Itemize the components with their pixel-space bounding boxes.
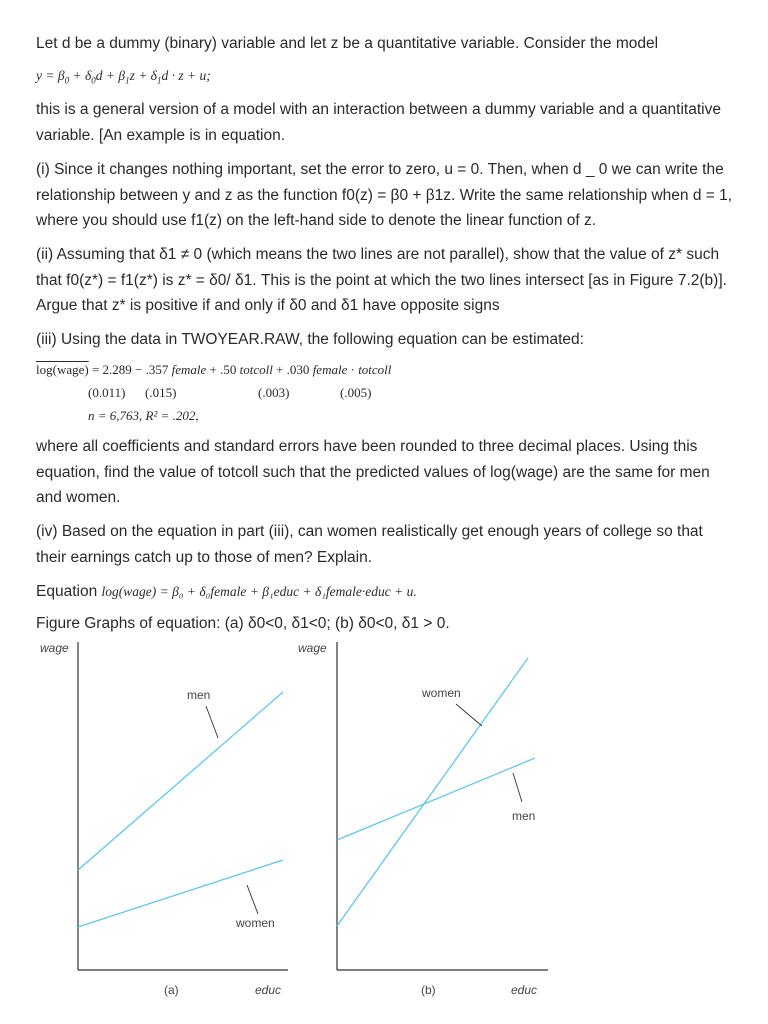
part-i-text: (i) Since it changes nothing important, set the error to zero, u = 0. Then, when d _ 0 we can write the relationship between y and z as the function f0(z) = β0 + β1z. Write the same relationship when d = 1, where you should use f1(z) on the left-hand side to denote the linear function of z. — [36, 161, 733, 229]
panel-b-men-line — [337, 758, 535, 840]
panel-a-men-label: men — [187, 688, 211, 702]
model-equation: $y = \beta_0 + \delta_0d + \beta_1z + \delta_1d \cdot z + u$; — [36, 68, 211, 86]
intro-text: Let d be a dummy (binary) variable and let z be a quantitative variable. Consider the model — [36, 35, 659, 52]
panel-b-women-label: women — [422, 686, 461, 700]
se-3: (.003) — [258, 385, 290, 400]
panel-b-ylabel: wage — [298, 641, 327, 655]
panel-a-ylabel: wage — [40, 641, 69, 655]
se-4: (.005) — [340, 385, 372, 400]
equation-label: Equation — [36, 583, 98, 600]
panel-a-xlabel: educ — [255, 983, 282, 997]
panel-a-men-pointer — [206, 706, 218, 738]
equation-line — [36, 579, 417, 604]
panel-b-xlabel: educ — [511, 983, 538, 997]
figure-caption: Figure Graphs of equation: (a) δ0<0, δ1<0; (b) δ0<0, δ1 > 0. — [36, 615, 450, 632]
equation-formula: log(wage) = β₀ + δ₀female + β₁educ + δ₁female·educ + u. — [101, 584, 417, 599]
panel-a — [40, 641, 288, 997]
se-1: (0.011) — [88, 385, 126, 400]
general-text: this is a general version of a model with an interaction between a dummy variable and a quantitative variable. [An example is in equation. — [36, 101, 721, 144]
part-ii-text: (ii) Assuming that δ1 ≠ 0 (which means the two lines are not parallel), show that the value of z* such that f0(z*) = f1(z*) is z* = δ0/ δ1. This is the point at which the two lines intersect [as in Figure 7.2(b)]. Argue that z* is positive if and only if δ0 and δ1 have opposite signs — [36, 246, 727, 314]
se-2: (.015) — [145, 385, 177, 400]
part-iii-text: (iii) Using the data in TWOYEAR.RAW, the following equation can be estimated: — [36, 331, 584, 348]
panel-b-label: (b) — [421, 983, 436, 997]
figure-graphs — [0, 630, 768, 1010]
panel-b-men-label: men — [512, 809, 536, 823]
log-wage-hat: log(wage) — [36, 362, 89, 377]
panel-b — [298, 641, 548, 997]
panel-b-women-pointer — [456, 704, 482, 726]
estimated-equation: log(wage) = 2.289 − .357 female + .50 totcoll + .030 female · totcoll — [36, 362, 392, 377]
after-estimation-text: where all coefficients and standard errors have been rounded to three decimal places. Using this equation, find the value of totcoll such that the predicted values of log(wage) are the same for men and women. — [36, 438, 710, 506]
part-iv-text: (iv) Based on the equation in part (iii), can women realistically get enough years of college so that their earnings catch up to those of men? Explain. — [36, 523, 703, 566]
panel-a-women-label: women — [236, 916, 275, 930]
panel-b-men-pointer — [513, 773, 522, 802]
panel-a-label: (a) — [164, 983, 179, 997]
n-r2-line: n = 6,763, R² = .202, — [88, 408, 199, 423]
panel-a-women-pointer — [247, 885, 258, 914]
panel-a-men-line — [78, 692, 283, 870]
